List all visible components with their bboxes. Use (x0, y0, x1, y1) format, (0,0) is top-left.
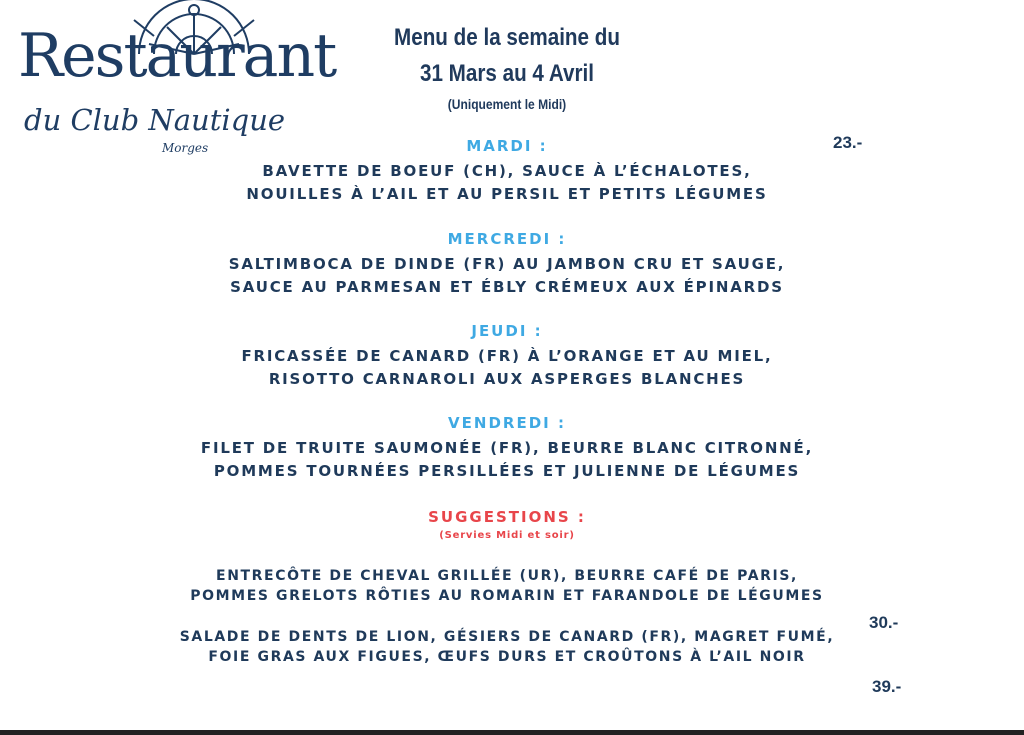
logo-location: Morges (162, 141, 209, 155)
suggestion-line: ENTRECÔTE DE CHEVAL GRILLÉE (UR), BEURRE CAFÉ DE PARIS, (216, 568, 798, 584)
day-label-mardi: MARDI : (466, 137, 548, 155)
suggestion-line: FOIE GRAS AUX FIGUES, ŒUFS DURS ET CROÛTONS À L’AIL NOIR (208, 649, 806, 665)
dish-line: POMMES TOURNÉES PERSILLÉES ET JULIENNE DE LÉGUMES (213, 462, 801, 480)
logo-title: Restaurant (18, 21, 336, 91)
dish-line: SALTIMBOCA DE DINDE (FR) AU JAMBON CRU ET SAUGE, (228, 255, 786, 273)
suggestions-sublabel: (Servies Midi et soir) (439, 530, 575, 541)
price-suggestion-2: 39.- (872, 677, 902, 696)
dish-line: RISOTTO CARNAROLI AUX ASPERGES BLANCHES (268, 370, 746, 388)
dish-line: BAVETTE DE BOEUF (CH), SAUCE À L’ÉCHALOTES, (262, 162, 752, 180)
menu-title-line2: 31 Mars au 4 Avril (419, 60, 594, 87)
day-label-jeudi: JEUDI : (471, 322, 543, 340)
dish-line: FRICASSÉE DE CANARD (FR) À L’ORANGE ET AU MIEL, (241, 347, 773, 365)
menu-title-line1: Menu de la semaine du (394, 24, 620, 51)
bottom-divider (0, 730, 1024, 735)
suggestion-line: SALADE DE DENTS DE LION, GÉSIERS DE CANARD (FR), MAGRET FUMÉ, (179, 629, 835, 645)
dish-line: NOUILLES À L’AIL ET AU PERSIL ET PETITS LÉGUMES (246, 185, 768, 203)
suggestions-label: SUGGESTIONS : (428, 508, 586, 526)
dish-line: SAUCE AU PARMESAN ET ÉBLY CRÉMEUX AUX ÉPINARDS (230, 278, 784, 296)
price-suggestion-1: 30.- (869, 613, 899, 632)
day-label-vendredi: VENDREDI : (448, 414, 566, 432)
menu-subtitle: (Uniquement le Midi) (447, 96, 567, 112)
price-daily: 23.- (833, 133, 863, 152)
logo-subtitle: du Club Nautique (24, 103, 286, 137)
dish-line: FILET DE TRUITE SAUMONÉE (FR), BEURRE BLANC CITRONNÉ, (200, 439, 814, 457)
suggestion-line: POMMES GRELOTS RÔTIES AU ROMARIN ET FARANDOLE DE LÉGUMES (190, 588, 824, 604)
day-label-mercredi: MERCREDI : (447, 230, 567, 248)
